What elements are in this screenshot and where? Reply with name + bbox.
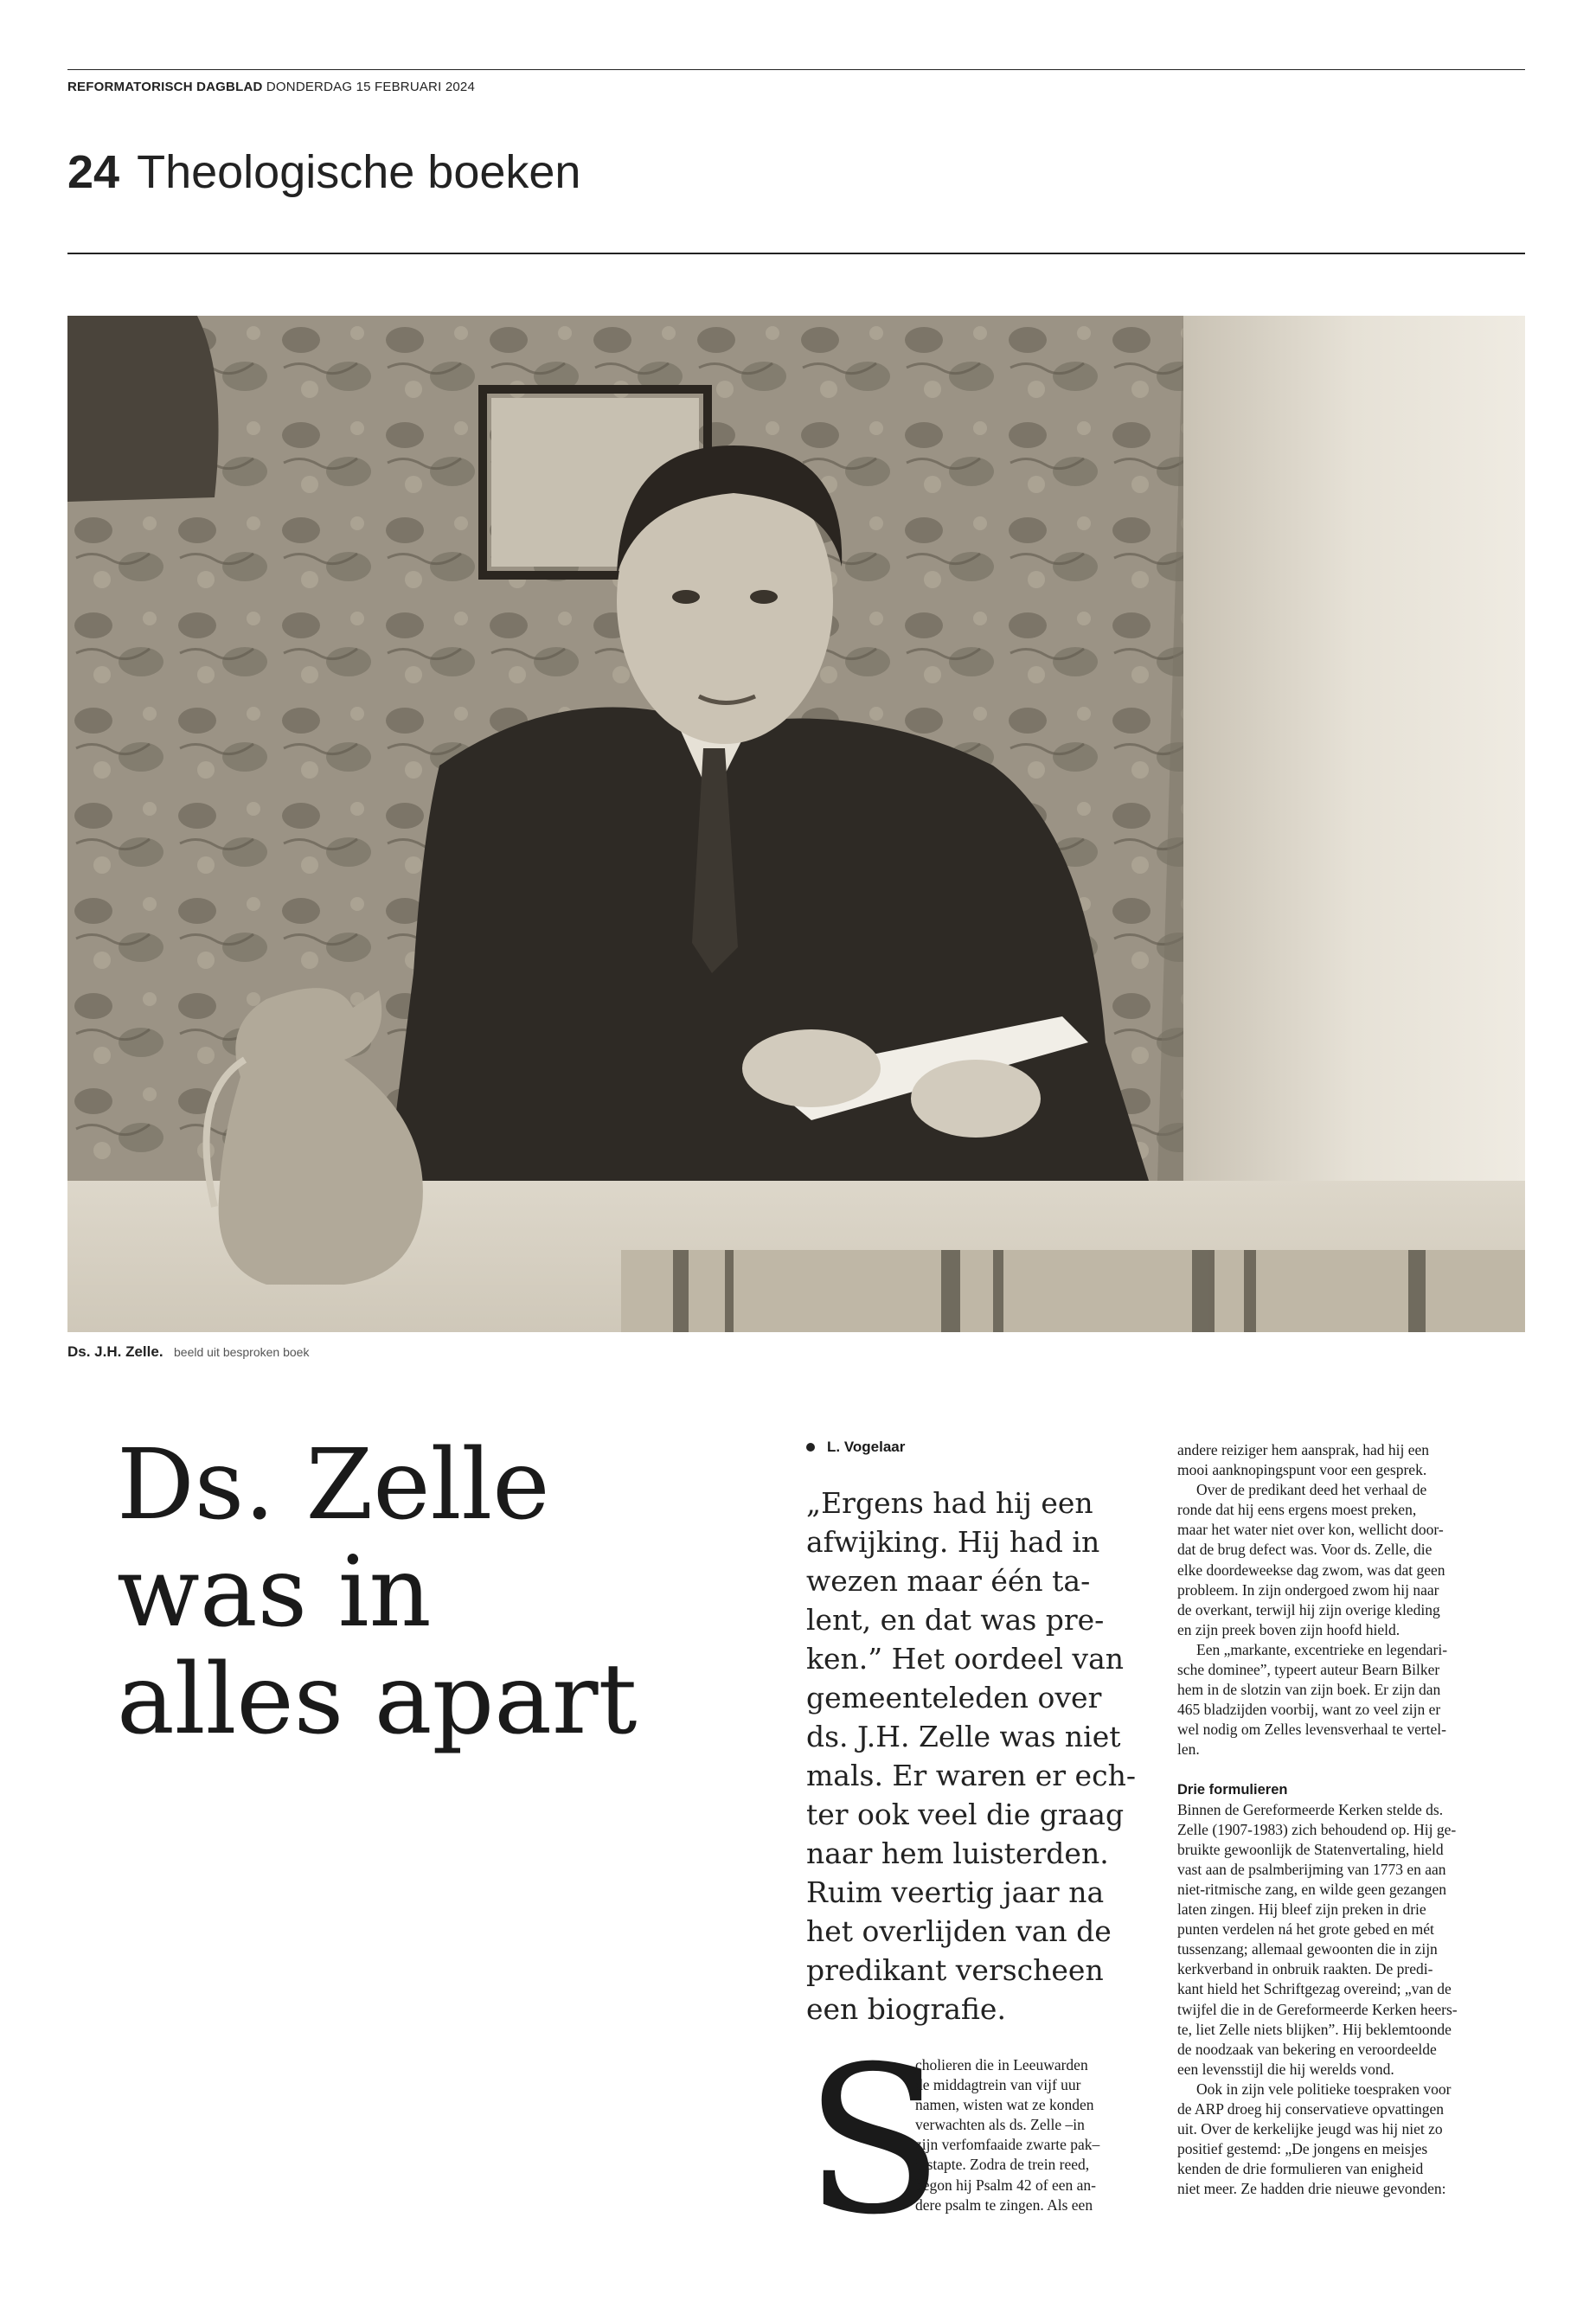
body-line: punten verdelen ná het grote gebed en mét xyxy=(1177,1920,1434,1939)
body-line: niet-ritmische zang, en wilde geen gezangen xyxy=(1177,1880,1446,1898)
intro-line: gemeenteleden over xyxy=(806,1681,1102,1715)
body-line: Een „markante, excentrieke en legendari- xyxy=(1196,1640,1448,1658)
intro-line: het overlijden van de xyxy=(806,1914,1112,1948)
body-line: de overkant, terwijl hij zijn overige kleding xyxy=(1177,1600,1440,1618)
publication-name: REFORMATORISCH DAGBLAD xyxy=(67,80,263,94)
intro-line: ken.” Het oordeel van xyxy=(806,1642,1124,1676)
body-line: cholieren die in Leeuwarden xyxy=(915,2056,1088,2073)
body-line: Over de predikant deed het verhaal de xyxy=(1196,1481,1427,1499)
body-line: mooi aanknopingspunt voor een gesprek. xyxy=(1177,1461,1427,1479)
body-line: zijn verfomfaaide zwarte pak– xyxy=(915,2136,1100,2154)
body-line: maar het water niet over kon, wellicht door- xyxy=(1177,1521,1444,1539)
body-line: verwachten als ds. Zelle –in xyxy=(915,2116,1085,2134)
drop-cap: S xyxy=(804,2023,944,2259)
photo-credit: beeld uit besproken boek xyxy=(174,1345,310,1359)
headline-line: Ds. Zelle xyxy=(117,1429,550,1541)
intro-line: wezen maar één ta- xyxy=(806,1564,1091,1598)
body-line: vast aan de psalmberijming van 1773 en aan xyxy=(1177,1860,1446,1878)
intro-line: afwijking. Hij had in xyxy=(806,1525,1100,1559)
intro-line: ds. J.H. Zelle was niet xyxy=(806,1720,1121,1753)
author-name: L. Vogelaar xyxy=(827,1439,906,1455)
body-line: hem in de slotzin van zijn boek. Er zijn dan xyxy=(1177,1681,1441,1699)
headline-line: was in xyxy=(117,1536,432,1649)
article-photo xyxy=(67,316,1525,1332)
body-line: kenden de drie formulieren van enigheid xyxy=(1177,2160,1424,2178)
photo-caption xyxy=(67,1343,309,1361)
body-line: de middagtrein van vijf uur xyxy=(915,2076,1081,2094)
body-line: instapte. Zodra de trein reed, xyxy=(915,2156,1090,2174)
section-header xyxy=(67,145,580,199)
masthead xyxy=(67,80,475,94)
body-line: tussenzang; allemaal gewoonten die in zijn xyxy=(1177,1940,1438,1958)
body-line: en zijn preek boven zijn hoofd hield. xyxy=(1177,1620,1401,1638)
section-rule xyxy=(67,253,1525,254)
intro-line: predikant verscheen xyxy=(806,1953,1104,1987)
body-line: Ook in zijn vele politieke toespraken voor xyxy=(1196,2080,1452,2098)
body-line: bruikte gewoonlijk de Statenvertaling, hield xyxy=(1177,1840,1444,1858)
body-line: een levensstijl die hij werelds vond. xyxy=(1177,2060,1394,2078)
body-line: begon hij Psalm 42 of een an- xyxy=(915,2176,1096,2194)
body-line: twijfel die in de Gereformeerde Kerken heers- xyxy=(1177,2000,1458,2018)
subheading: Drie formulieren xyxy=(1177,1781,1288,1798)
body-line: dere psalm te zingen. Als een xyxy=(915,2195,1093,2214)
body-column-right xyxy=(1177,1440,1523,2199)
body-line: kant hield het Schriftgezag overeind; „van de xyxy=(1177,1980,1452,1998)
issue-date: DONDERDAG 15 FEBRUARI 2024 xyxy=(266,80,475,94)
article-intro xyxy=(806,1484,1135,2029)
body-column-left xyxy=(915,2055,1157,2215)
page-number: 24 xyxy=(67,146,120,198)
body-line: niet meer. Ze hadden drie nieuwe gevonden: xyxy=(1177,2180,1446,2198)
section-title: Theologische boeken xyxy=(137,146,581,198)
body-line: probleem. In zijn ondergoed zwom hij naar xyxy=(1177,1580,1439,1599)
caption-name: Ds. J.H. Zelle. xyxy=(67,1343,163,1360)
body-line: de ARP droeg hij conservatieve opvattingen xyxy=(1177,2100,1444,2118)
body-line: positief gestemd: „De jongens en meisjes xyxy=(1177,2140,1428,2158)
intro-line: „Ergens had hij een xyxy=(806,1486,1093,1520)
body-line: Binnen de Gereformeerde Kerken stelde ds. xyxy=(1177,1800,1444,1818)
body-line: wel nodig om Zelles levensverhaal te vertel- xyxy=(1177,1721,1446,1739)
body-line: andere reiziger hem aansprak, had hij een xyxy=(1177,1441,1430,1458)
body-line: ronde dat hij eens ergens moest preken, xyxy=(1177,1501,1417,1519)
article-headline xyxy=(117,1429,722,1756)
intro-line: mals. Er waren er ech- xyxy=(806,1759,1136,1792)
body-line: sche dominee”, typeert auteur Bearn Bilker xyxy=(1177,1661,1440,1679)
body-line: uit. Over de kerkelijke jeugd was hij niet zo xyxy=(1177,2120,1443,2138)
body-line: dat de brug defect was. Voor ds. Zelle, die xyxy=(1177,1541,1433,1559)
paragraph-gap xyxy=(1177,1760,1523,1780)
body-line: 465 bladzijden voorbij, want zo veel zijn er xyxy=(1177,1701,1441,1719)
top-rule xyxy=(67,69,1525,70)
body-line: de noodzaak van bekering en veroordeelde xyxy=(1177,2040,1437,2058)
byline xyxy=(806,1439,905,1456)
body-line: te, liet Zelle niets blijken”. Hij beklemtoonde xyxy=(1177,2020,1452,2038)
bullet-icon xyxy=(806,1443,815,1452)
intro-line: lent, en dat was pre- xyxy=(806,1603,1105,1637)
intro-line: ter ook veel die graag xyxy=(806,1798,1125,1831)
body-line: len. xyxy=(1177,1740,1200,1759)
body-line: kerkverband in onbruik raakten. De predi- xyxy=(1177,1960,1433,1978)
body-line: elke doordeweekse dag zwom, was dat geen xyxy=(1177,1561,1445,1579)
headline-line: alles apart xyxy=(117,1644,638,1756)
body-line: laten zingen. Hij bleef zijn preken in drie xyxy=(1177,1900,1426,1919)
body-line: namen, wisten wat ze konden xyxy=(915,2096,1094,2114)
body-line: Zelle (1907-1983) zich behoudend op. Hij ge- xyxy=(1177,1820,1457,1838)
intro-line: naar hem luisterden. xyxy=(806,1836,1109,1870)
intro-line: een biografie. xyxy=(806,1992,1006,2026)
intro-line: Ruim veertig jaar na xyxy=(806,1875,1105,1909)
